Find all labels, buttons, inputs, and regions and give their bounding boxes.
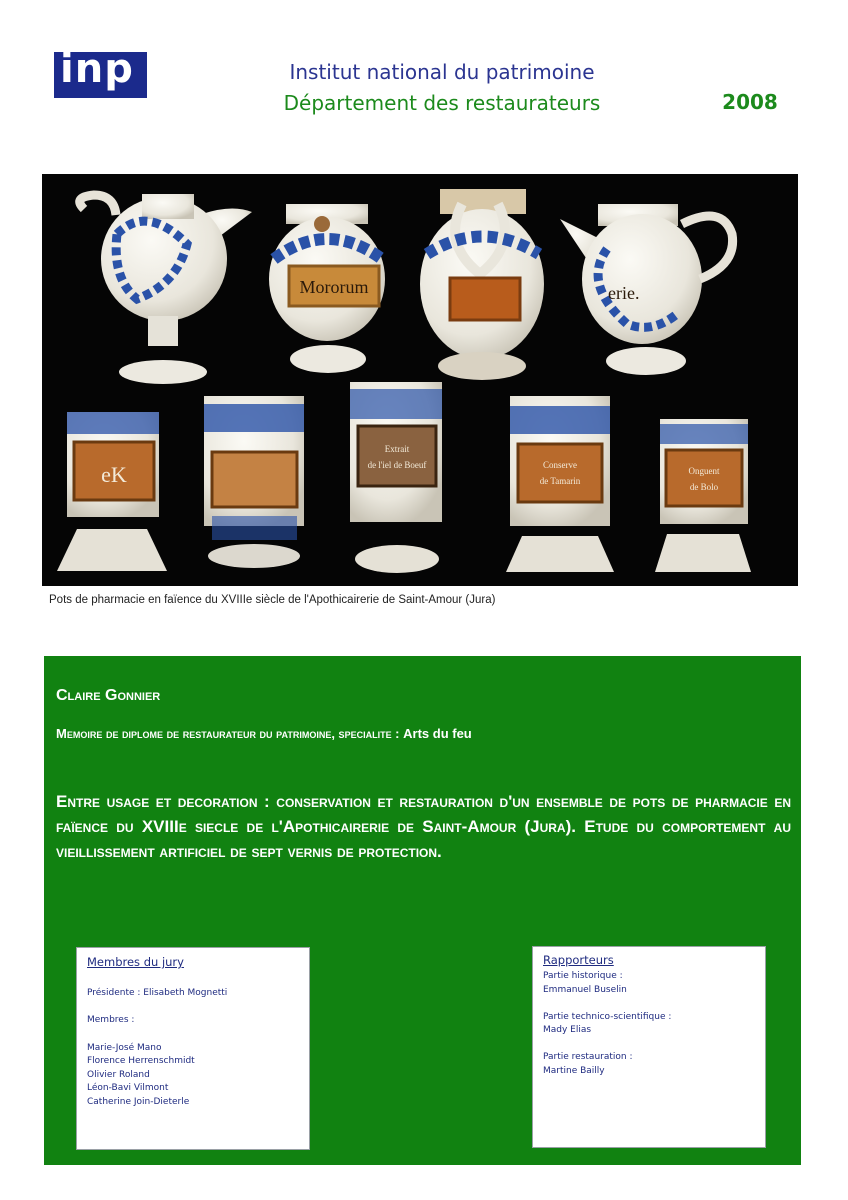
inp-logo: [54, 46, 147, 98]
rapporteurs-title: Rapporteurs: [543, 953, 614, 967]
label-onguent: Onguent: [688, 466, 720, 476]
label-conserve: Conserve: [543, 460, 577, 470]
jury-box: [76, 947, 310, 1150]
label-bolo: de Bolo: [689, 482, 719, 492]
jury-title: Membres du jury: [87, 955, 184, 969]
label-ek: eK: [101, 462, 127, 487]
rapporteur-section-label: Partie restauration :: [543, 1052, 633, 1062]
institution-name: Institut national du patrimoine: [289, 60, 595, 84]
jar-1: [80, 194, 252, 384]
jar-6: [204, 396, 304, 568]
logo-text: inp: [60, 46, 134, 92]
jar-3: [420, 189, 544, 380]
jury-members-label: Membres :: [87, 1015, 135, 1025]
jar-5: [57, 412, 167, 571]
rapporteur-name: Martine Bailly: [543, 1066, 605, 1076]
jar-9: [655, 419, 751, 572]
rapporteur-name: Emmanuel Buselin: [543, 985, 627, 995]
rapporteurs-box: [532, 946, 766, 1148]
label-tamarin: de Tamarin: [539, 476, 581, 486]
title-panel: [44, 656, 801, 1165]
jury-member: Olivier Roland: [87, 1070, 150, 1080]
jury-member: Florence Herrenschmidt: [87, 1056, 195, 1066]
department-name: Département des restaurateurs: [283, 91, 601, 115]
jar-4: [560, 204, 733, 375]
memoire-line: [56, 726, 472, 741]
jury-president: Présidente : Elisabeth Mognetti: [87, 988, 228, 998]
jar-2: [269, 204, 385, 373]
jury-member: Catherine Join-Dieterle: [87, 1097, 190, 1107]
thesis-title: Entre usage et decoration : conservation et restauration d'un ensemble de pots de pharmacie en faïence du XVIIIe siecle de l'Apothicairerie de Saint-Amour (Jura). Etude du comportement au vieillissement artificiel de sept vernis de protection.: [56, 792, 791, 861]
jury-member: Léon-Bavi Vilmont: [87, 1083, 169, 1093]
speciality: Arts du feu: [403, 726, 472, 741]
label-fiel: de l'iel de Boeuf: [367, 460, 427, 470]
jar-8: [506, 396, 614, 572]
photo-caption: Pots de pharmacie en faïence du XVIIIe siècle de l'Apothicairerie de Saint-Amour (Jura): [49, 594, 496, 606]
label-mororum: Mororum: [299, 277, 369, 297]
jars-illustration: [42, 174, 798, 586]
label-erie: erie.: [608, 283, 640, 303]
rapporteur-section-label: Partie technico-scientifique :: [543, 1012, 672, 1022]
jar-7: [350, 382, 442, 573]
author-name: Claire Gonnier: [56, 687, 161, 704]
jury-member: Marie-José Mano: [87, 1043, 162, 1053]
rapporteur-section-label: Partie historique :: [543, 971, 623, 981]
memoire-prefix: Memoire de diplome de restaurateur du patrimoine, specialite :: [56, 726, 400, 741]
pharmacy-jars-photo: [42, 174, 798, 586]
label-extrait: Extrait: [384, 444, 410, 454]
rapporteur-name: Mady Elias: [543, 1025, 592, 1035]
year: 2008: [722, 90, 778, 114]
